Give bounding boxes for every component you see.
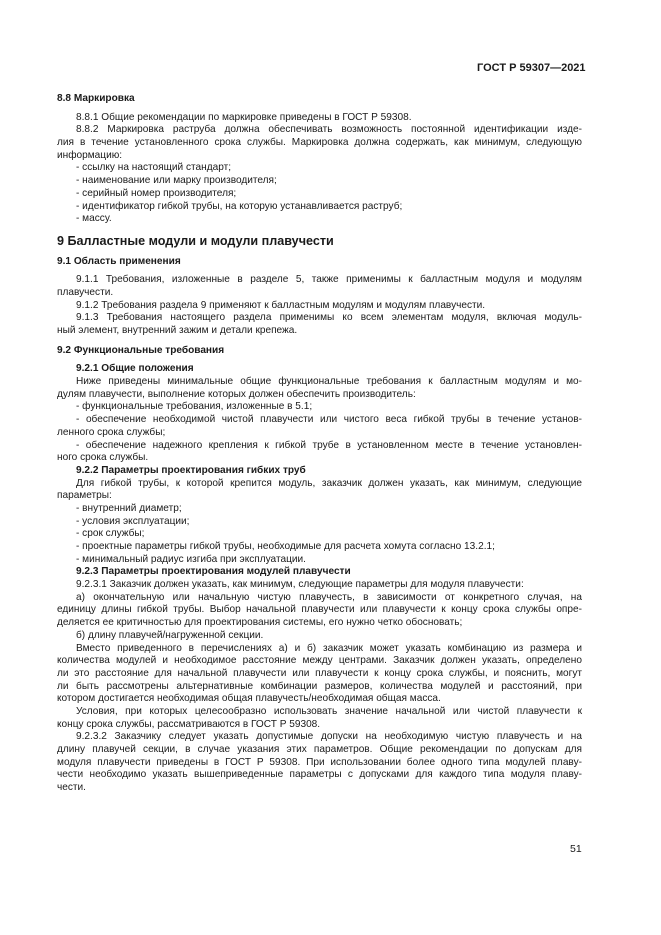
text-line: Вместо приведенного в перечислениях а) и б) заказчик может указать комбинацию из размера и — [76, 642, 582, 654]
text-line: ли быть рассмотрены альтернативные комбинации размеров, количества модулей и расстояний, при — [57, 680, 582, 692]
text-line: чести необходимо указать вышеприведенные параметры с допусками для каждого типа модуля плаву- — [57, 769, 582, 781]
text-line: 9.1.1 Требования, изложенные в разделе 5, также применимы к балластным модуля и модулям — [76, 274, 582, 286]
text-line: 9.2.3.2 Заказчику следует указать допустимые допуски на необходимую чистую плавучесть и на — [76, 731, 582, 743]
text-line: - условия эксплуатации; — [76, 515, 190, 527]
text-line: единицу длины гибкой трубы. Выбор начальной плавучести или плавучести к концу срока службы опре- — [57, 604, 582, 616]
text-line: - обеспечение необходимой чистой плавучести или чистого веса гибкой трубы в течение установ- — [76, 414, 582, 426]
text-line: чести. — [57, 782, 86, 794]
text-line: 9.1.3 Требования настоящего раздела применимы ко всем элементам модуля, включая модуль- — [76, 312, 582, 324]
text-line: плавучести. — [57, 286, 114, 298]
page-number: 51 — [570, 843, 582, 855]
text-line: - серийный номер производителя; — [76, 187, 237, 199]
text-line: 9.2.3.1 Заказчик должен указать, как минимум, следующие параметры для модуля плавучести: — [76, 579, 524, 591]
text-line: Ниже приведены минимальные общие функциональные требования к балластным модулям и мо- — [76, 376, 582, 388]
text-line: б) длину плавучей/нагруженной секции. — [76, 629, 264, 641]
text-line: - идентификатор гибкой трубы, на которую устанавливается раструб; — [76, 200, 403, 212]
text-line: длину плавучей секции, в случае указания этих параметров. Общие рекомендации по допускам для — [57, 744, 582, 755]
text-line: лия в течение установленного срока службы. Маркировка должна содержать, как минимум, следующую — [57, 137, 582, 149]
text-line: 9.1 Область применения — [57, 255, 181, 267]
text-line: - минимальный радиус изгиба при эксплуатации. — [76, 553, 306, 565]
text-line: количества модулей и необходимое расстояние между центрами. Заказчик должен указать, определено — [57, 655, 582, 667]
text-line: 9.2 Функциональные требования — [57, 344, 225, 356]
text-line: - функциональные требования, изложенные в 5.1; — [76, 401, 313, 413]
text-line: модуля плавучести приведены в ГОСТ Р 59308. При использовании более одного типа модулей плаву- — [57, 756, 582, 768]
document-body — [57, 93, 582, 795]
text-line: - наименование или марку производителя; — [76, 175, 277, 187]
text-line: котором достигается необходимая общая плавучесть/необходимая общая масса. — [57, 693, 441, 705]
text-line: 9.2.1 Общие положения — [76, 363, 194, 375]
text-line: концу срока службы, рассматриваются в ГОСТ Р 59308. — [57, 718, 321, 730]
text-line: 9 Балластные модули и модули плавучести — [57, 233, 334, 248]
text-line: 9.2.2 Параметры проектирования гибких труб — [76, 464, 306, 476]
text-line: 8.8.1 Общие рекомендации по маркировке приведены в ГОСТ Р 59308. — [76, 111, 412, 123]
text-line: - обеспечение надежного крепления к гибкой трубе в установленном месте в течение установлен- — [76, 439, 582, 451]
text-line: 8.8 Маркировка — [57, 93, 135, 104]
text-line: ного срока службы. — [57, 452, 149, 464]
text-line: деляется ее критичностью для проектирования системы, его нужно четко обосновать; — [57, 617, 463, 629]
text-line: 9.1.2 Требования раздела 9 применяют к балластным модулям и модулям плавучести. — [76, 299, 486, 311]
text-line: параметры: — [57, 490, 112, 502]
text-line: 9.2.3 Параметры проектирования модулей плавучести — [76, 566, 351, 578]
text-line: а) окончательную или начальную чистую плавучесть, в зависимости от конкретного случая, на — [76, 591, 582, 603]
text-line: - срок службы; — [76, 528, 145, 540]
text-line: 8.8.2 Маркировка раструба должна обеспечивать возможность постоянной идентификации изде- — [76, 124, 582, 136]
text-line: ный элемент, внутренний зажим и детали крепежа. — [57, 325, 298, 336]
text-line: дулям плавучести, выполнение которых должен обеспечить производитель: — [57, 388, 416, 400]
text-line: Условия, при которых целесообразно использовать значение начальной или чистой плавучести к — [76, 705, 582, 717]
standard-designation: ГОСТ Р 59307—2021 — [477, 62, 586, 74]
text-line: ленного срока службы; — [57, 426, 166, 438]
text-line: ли это расстояние для начальной плавучести или плавучести к концу срока службы, и пояснить, могут — [57, 667, 582, 679]
text-line: - внутренний диаметр; — [76, 502, 182, 514]
text-line: - проектные параметры гибкой трубы, необходимые для расчета хомута согласно 13.2.1; — [76, 541, 495, 552]
text-line: - ссылку на настоящий стандарт; — [76, 162, 232, 174]
text-line: - массу. — [76, 213, 112, 225]
text-line: Для гибкой трубы, к которой крепится модуль, заказчик должен указать, как минимум, следующие — [76, 477, 582, 489]
text-line: информацию: — [57, 149, 123, 161]
